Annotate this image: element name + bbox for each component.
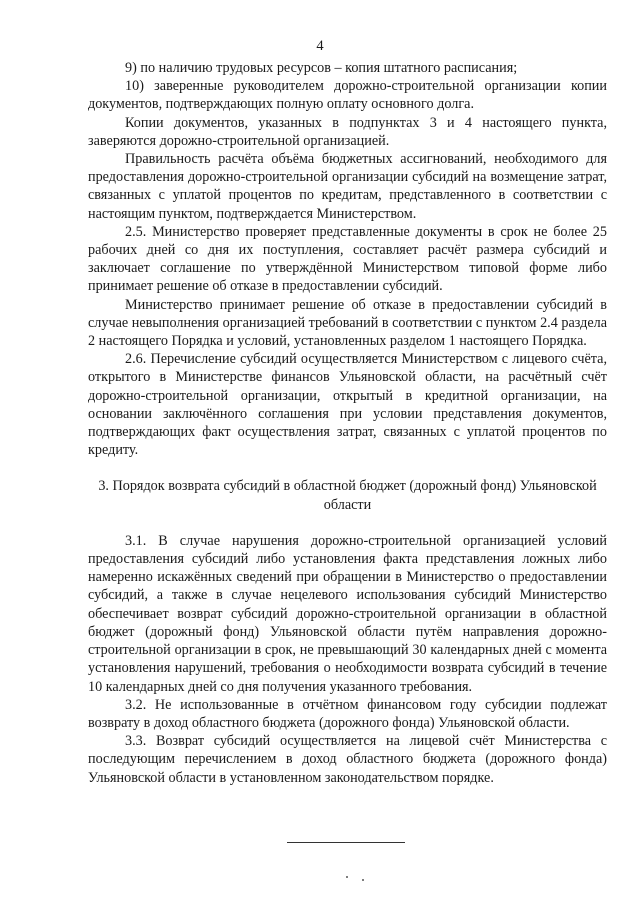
paragraph-2-6: 2.6. Перечисление субсидий осуществляется Министерством с лицевого счёта, открытого в Министерстве финансов Ульяновской области, на расчётный счёт дорожно-строительной организации, открытый в кредитной организации, на основании заключённого соглашения при условии представления документов, подтверждающих факт осуществления затрат, связанных с уплатой процентов по кредиту. — [88, 351, 607, 459]
paragraph-3-1: 3.1. В случае нарушения дорожно-строительной организацией условий предоставления субсидий либо установления факта представления ложных либо намеренно искажённых сведений при обращении в Министерство о предоставлении субсидий, а также в случае нецелевого использования субсидий Министерство обеспечивает возврат субсидий дорожно-строительной организации в областной бюджет (дорожный фонд) Ульяновской области путём направления дорожно-строительной организации в срок, не превышающий 30 календарных дней с момента установления нарушений, требования о необходимости возврата субсидий в течение 10 календарных дней со дня получения указанного требования. — [88, 532, 607, 695]
paragraph-3-3: 3.3. Возврат субсидий осуществляется на лицевой счёт Министерства с последующим перечислением в доход областного бюджета (дорожного фонда) Ульяновской области в установленном законодательством порядке. — [88, 733, 607, 786]
footer-divider — [287, 842, 405, 843]
document-body — [88, 59, 607, 787]
scan-speck — [346, 876, 348, 878]
paragraph-item-10: 10) заверенные руководителем дорожно-строительной организации копии документов, подтверждающих полную оплату основного долга. — [88, 78, 607, 113]
paragraph-3-2: 3.2. Не использованные в отчётном финансовом году субсидии подлежат возврату в доход областного бюджета (дорожного фонда) Ульяновской области. — [88, 696, 607, 731]
section-3-heading: 3. Порядок возврата субсидий в областной бюджет (дорожный фонд) Ульяновской области — [98, 478, 597, 513]
paragraph-copies-certification: Копии документов, указанных в подпунктах 3 и 4 настоящего пункта, заверяются дорожно-строительной организацией. — [88, 114, 607, 149]
paragraph-2-5: 2.5. Министерство проверяет представленные документы в срок не более 25 рабочих дней со дня их поступления, составляет расчёт размера субсидий и заключает соглашение по утверждённой Министерством типовой форме либо принимает решение об отказе в предоставлении субсидий. — [88, 223, 607, 295]
scan-speck — [362, 879, 364, 881]
paragraph-item-9: 9) по наличию трудовых ресурсов – копия штатного расписания; — [125, 60, 518, 76]
paragraph-budget-calculation: Правильность расчёта объёма бюджетных ассигнований, необходимого для предоставления дорожно-строительной организации субсидий на возмещение затрат, связанных с уплатой процентов по кредитам, представленного в соответствии с настоящим пунктом, подтверждается Министерством. — [88, 151, 607, 222]
page-number: 4 — [316, 38, 324, 54]
paragraph-refusal-decision: Министерство принимает решение об отказе в предоставлении субсидий в случае невыполнения организацией требований в соответствии с пунктом 2.4 раздела 2 настоящего Порядка и условий, установленных разделом 1 настоящего Порядка. — [88, 296, 607, 350]
